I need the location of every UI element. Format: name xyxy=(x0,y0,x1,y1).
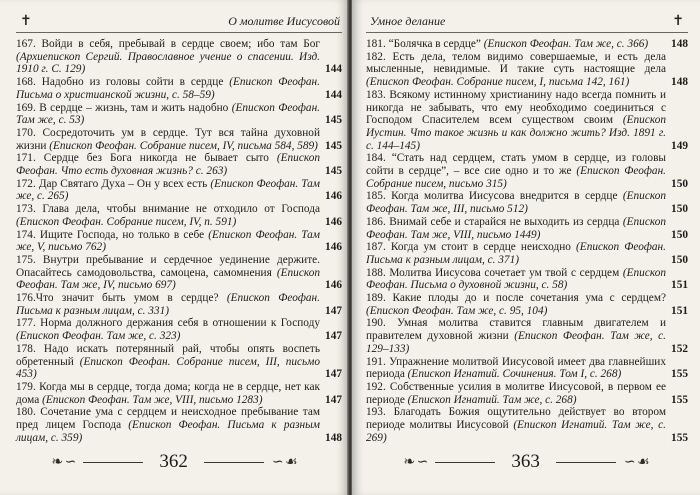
cross-icon: ✝ xyxy=(20,14,32,29)
footer-rule xyxy=(435,462,495,463)
entry-title: Благодать Божия ощутительно действует во втором периоде молитвы Иисусовой xyxy=(366,406,666,432)
entry-title: Внимай себе и старайся не выходить из сердца xyxy=(385,215,623,228)
entry-source: (Епископ Феофан. Собрание писем, I, письма 142, 161) xyxy=(366,76,630,89)
entry-page-number: 151 xyxy=(671,304,688,317)
contents-entry xyxy=(16,102,342,127)
entry-source: (Епископ Феофан. Там же, с. 129–133) xyxy=(366,330,666,355)
entry-number: 180. xyxy=(16,406,36,419)
contents-entry xyxy=(16,203,342,228)
entry-number: 189. xyxy=(366,292,386,305)
page-footer-right xyxy=(352,451,700,481)
entry-number: 170. xyxy=(16,126,36,139)
entry-source: (Епископ Феофан. Что есть духовная жизнь? с. 263) xyxy=(16,152,320,178)
entry-page-number: 150 xyxy=(671,177,688,190)
entry-number: 192. xyxy=(366,380,386,393)
contents-entry xyxy=(16,317,342,342)
contents-entry xyxy=(366,152,688,190)
contents-list-right xyxy=(366,38,688,445)
contents-entry xyxy=(366,317,688,355)
entry-page-number: 152 xyxy=(671,342,688,355)
flourish-icon: ∽ ☙ xyxy=(271,454,297,470)
contents-list-left xyxy=(16,38,342,445)
entry-number: 168. xyxy=(16,76,36,89)
page-footer-left xyxy=(0,451,348,481)
contents-entry xyxy=(16,127,342,152)
entry-page-number: 147 xyxy=(325,330,342,343)
entry-title: Надобно из головы сойти в сердце xyxy=(35,76,230,89)
entry-source: (Епископ Феофан. Письма о духовной жизни, с. 58) xyxy=(366,266,666,292)
running-header-title: Умное делание xyxy=(370,14,446,28)
contents-entry xyxy=(366,216,688,241)
entry-number: 174. xyxy=(16,228,36,241)
entry-page-number: 147 xyxy=(325,393,342,406)
entry-title: Есть дела, телом видимо совершаемые, и есть дела мысленные, невидимые. И такие суть настоящие дела xyxy=(366,50,666,76)
contents-entry xyxy=(366,51,688,89)
entry-title: Глава дела, чтобы внимание не отходило от Господа xyxy=(35,203,320,216)
entry-title: “Стать над сердцем, стать умом в сердце, из головы сойти в сердце”, – все сие одно и то же xyxy=(366,152,666,178)
contents-entry xyxy=(366,292,688,317)
contents-entry xyxy=(366,241,688,266)
entry-page-number: 144 xyxy=(325,88,342,101)
entry-title: Какие плоды до и после сочетания ума с сердцем? xyxy=(385,292,666,305)
running-header-title: О молитве Иисусовой xyxy=(228,14,340,28)
contents-entry xyxy=(16,343,342,381)
contents-entry xyxy=(16,381,342,406)
entry-page-number: 155 xyxy=(671,368,688,381)
contents-entry xyxy=(16,38,342,76)
entry-number: 178. xyxy=(16,342,36,355)
page-left xyxy=(0,0,348,495)
entry-source: (Епископ Феофан. Там же, III, письмо 512) xyxy=(366,190,666,216)
contents-entry xyxy=(16,406,342,444)
entry-title: Умная молитва ставится главным двигателем и правителем духовной жизни xyxy=(366,317,666,343)
contents-entry xyxy=(366,38,688,51)
entry-source: (Епископ Феофан. Собрание писем, IV, п. 591) xyxy=(16,215,237,228)
entry-number: 191. xyxy=(366,355,386,368)
entry-page-number: 147 xyxy=(325,368,342,381)
entry-number: 188. xyxy=(366,266,386,279)
entry-title: Когда ум стоит в сердце неисходно xyxy=(385,241,577,254)
contents-entry xyxy=(366,356,688,381)
contents-entry xyxy=(16,152,342,177)
entry-number: 190. xyxy=(366,317,386,330)
contents-entry xyxy=(366,406,688,444)
entry-page-number: 148 xyxy=(671,76,688,89)
running-header-right xyxy=(366,6,688,33)
entry-page-number: 149 xyxy=(671,139,688,152)
entry-number: 183. xyxy=(366,88,386,101)
flourish-icon: ∽ ☙ xyxy=(623,454,649,470)
cross-icon: ✝ xyxy=(672,14,684,29)
entry-number: 167. xyxy=(16,38,36,50)
entry-title: В сердце – жизнь, там и жить надобно xyxy=(35,101,232,114)
entry-number: 185. xyxy=(366,190,386,203)
entry-title: Что значит быть умом в сердце? xyxy=(35,292,227,305)
contents-entry xyxy=(16,229,342,254)
entry-page-number: 144 xyxy=(325,63,342,76)
entry-source: (Епископ Феофан. Собрание писем, III, письмо 453) xyxy=(16,355,321,381)
contents-entry xyxy=(366,190,688,215)
entry-page-number: 150 xyxy=(671,253,688,266)
entry-title: Сердце без Бога никогда не бывает сыто xyxy=(35,152,277,165)
contents-entry xyxy=(16,178,342,203)
entry-page-number: 145 xyxy=(325,139,342,152)
entry-source: (Епископ Феофан. Письма к разным лицам, с. 359) xyxy=(16,419,320,444)
entry-number: 175. xyxy=(16,253,36,266)
page-number: 363 xyxy=(511,451,540,472)
entry-page-number: 145 xyxy=(325,165,342,178)
entry-page-number: 148 xyxy=(325,431,342,444)
running-header-left xyxy=(16,6,342,33)
entry-number: 193. xyxy=(366,406,386,419)
entry-number: 172. xyxy=(16,177,36,190)
entry-title: Всякому истинному христианину надо всегда помнить и никогда не забывать, что ему необходимо соединиться с Господом Спасителем всем существом своим xyxy=(366,88,666,127)
flourish-icon: ❧ ∽ xyxy=(403,454,428,470)
entry-title: Сосредоточить ум в сердце. Тут вся тайна духовной жизни xyxy=(16,126,320,152)
entry-source: (Епископ Феофан. Письма к разным лицам, с. 371) xyxy=(366,241,666,266)
entry-number: 176. xyxy=(16,292,36,305)
entry-title: Собственные усилия в молитве Иисусовой, в первом ее периоде xyxy=(366,380,666,406)
footer-rule xyxy=(83,462,143,463)
entry-source: (Епископ Феофан. Там же, с. 323) xyxy=(16,330,181,343)
entry-page-number: 146 xyxy=(325,279,342,292)
contents-entry xyxy=(366,89,688,153)
entry-source: (Архиепископ Сергий. Православное учение о спасении. Изд. 1910 г. С. 129) xyxy=(16,50,320,76)
entry-page-number: 150 xyxy=(671,228,688,241)
entry-source: (Епископ Феофан. Там же, VIII, письмо 1283) xyxy=(42,393,263,406)
entry-number: 173. xyxy=(16,203,36,216)
entry-page-number: 150 xyxy=(671,203,688,216)
entry-source: (Епископ Феофан. Там же, IV, письмо 697) xyxy=(16,266,320,292)
entry-title: Молитва Иисусова сочетает ум твой с сердцем xyxy=(385,266,623,279)
page-number: 362 xyxy=(159,451,188,472)
contents-entry xyxy=(366,381,688,406)
entry-source: (Епископ Игнатий. Сочинения. Том I, с. 268) xyxy=(407,368,622,381)
entry-source: (Епископ Феофан. Там же, с. 265) xyxy=(16,177,321,203)
contents-entry xyxy=(16,292,342,317)
entry-title: Норма должного держания себя в отношении к Господу xyxy=(35,317,320,330)
entry-title: Внутри пребывание и сердечное уединение держите. Опасайтесь самодовольства, самоцена, самомнения xyxy=(16,253,320,279)
entry-source: (Епископ Феофан. Там же, с. 95, 104) xyxy=(366,304,548,317)
entry-title: Сочетание ума с сердцем и неисходное пребывание там пред лицем Господа xyxy=(16,406,320,432)
footer-rule xyxy=(556,462,616,463)
entry-source: (Епископ Игнатий. Там же, с. 268) xyxy=(407,393,577,406)
entry-title: Надо искать потерянный рай, чтобы опять воспеть обретенный xyxy=(16,342,320,368)
entry-page-number: 155 xyxy=(671,393,688,406)
entry-page-number: 147 xyxy=(325,304,342,317)
flourish-icon: ❧ ∽ xyxy=(51,454,76,470)
entry-title: Ищите Господа, но только в себе xyxy=(35,228,209,241)
entry-page-number: 151 xyxy=(671,279,688,292)
entry-page-number: 146 xyxy=(325,215,342,228)
entry-source: (Епископ Феофан. Там же, с. 53) xyxy=(16,101,320,127)
entry-source: (Епископ Иустин. Что такое жизнь и как должно жить? Изд. 1891 г. с. 144–145) xyxy=(366,114,666,152)
entry-source: (Епископ Феофан. Там же, с. 366) xyxy=(483,38,649,50)
entry-number: 184. xyxy=(366,152,386,165)
entry-source: (Епископ Феофан. Собрание писем, IV, письма 584, 589) xyxy=(49,139,318,152)
entry-page-number: 155 xyxy=(671,431,688,444)
entry-title: Войди в себя, пребывай в сердце своем; ибо там Бог xyxy=(35,38,320,50)
entry-source: (Епископ Феофан. Собрание писем, письмо 315) xyxy=(366,165,666,190)
entry-source: (Епископ Феофан. Письма к разным лицам, с. 331) xyxy=(16,292,320,317)
entry-page-number: 146 xyxy=(325,241,342,254)
entry-number: 187. xyxy=(366,241,386,254)
entry-title: “Болячка в сердце” xyxy=(385,38,484,50)
entry-number: 182. xyxy=(366,50,386,63)
contents-entry xyxy=(16,254,342,292)
entry-number: 186. xyxy=(366,215,386,228)
entry-page-number: 148 xyxy=(671,38,688,50)
entry-number: 181. xyxy=(366,38,386,50)
entry-source: (Епископ Феофан. Там же, VIII, письмо 1449) xyxy=(366,215,666,241)
entry-title: Когда молитва Иисусова внедрится в сердце xyxy=(385,190,623,203)
entry-title: Упражнение молитвой Иисусовой имеет два главнейших периода xyxy=(366,355,666,381)
contents-entry xyxy=(366,267,688,292)
entry-source: (Епископ Феофан. Письма о христианской жизни, с. 58–59) xyxy=(16,76,320,101)
entry-title: Дар Святаго Духа – Он у всех есть xyxy=(35,177,211,190)
entry-page-number: 145 xyxy=(325,114,342,127)
entry-number: 171. xyxy=(16,152,36,165)
entry-title: Когда мы в сердце, тогда дома; когда не в сердце, нет как дома xyxy=(16,380,320,406)
footer-rule xyxy=(204,462,264,463)
contents-entry xyxy=(16,76,342,101)
entry-source: (Епископ Игнатий. Там же, с. 269) xyxy=(366,419,666,444)
entry-number: 179. xyxy=(16,380,36,393)
entry-source: (Епископ Феофан. Там же, V, письмо 762) xyxy=(16,228,320,254)
entry-number: 177. xyxy=(16,317,36,330)
entry-page-number: 146 xyxy=(325,190,342,203)
entry-number: 169. xyxy=(16,101,36,114)
page-right xyxy=(352,0,700,495)
